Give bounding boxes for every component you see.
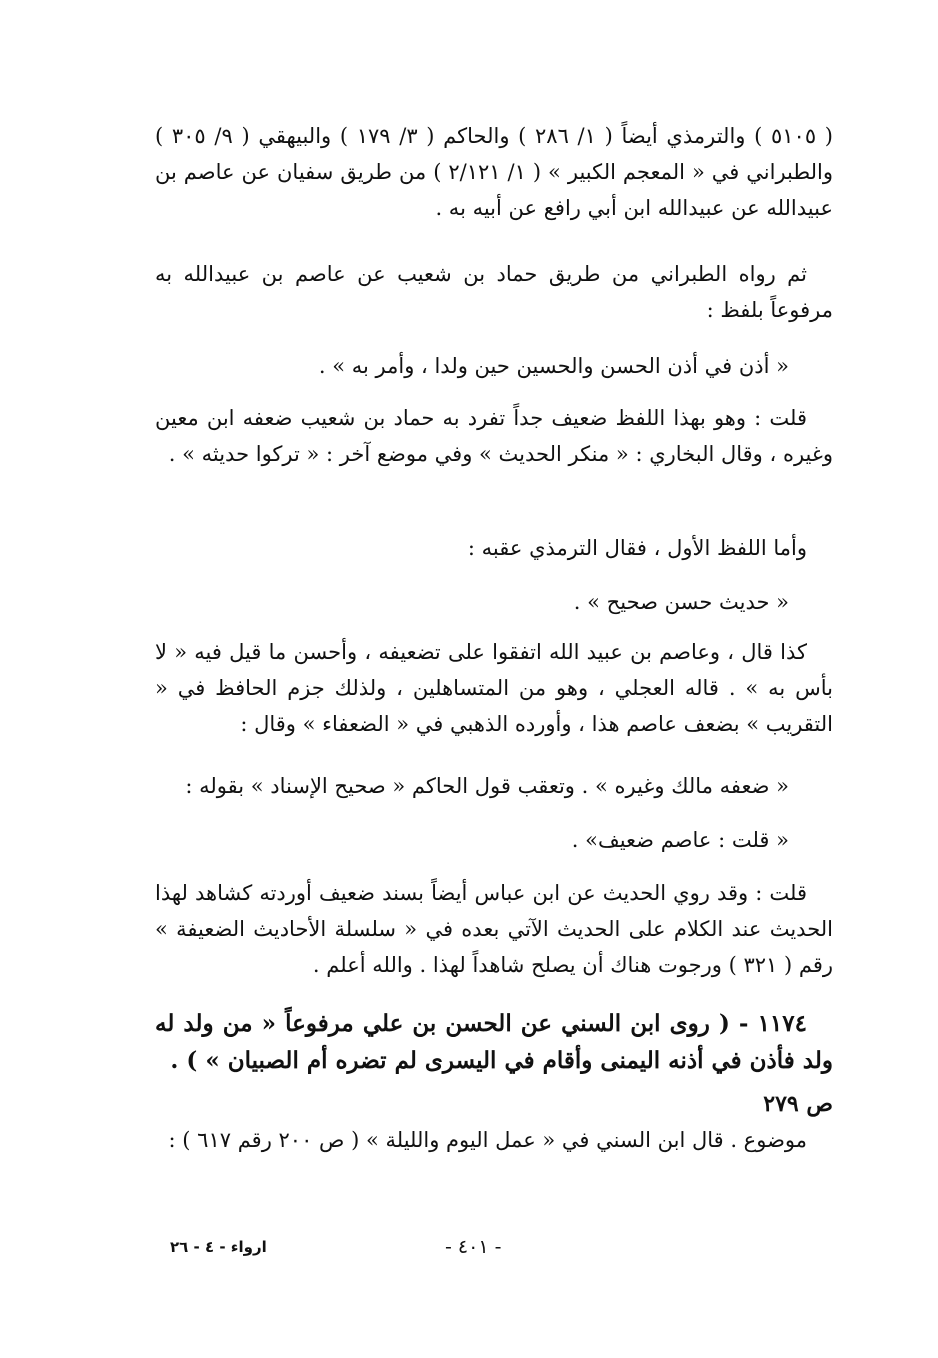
paragraph-text: ثم رواه الطبراني من طريق حماد بن شعيب عن عاصم بن عبيدالله به مرفوعاً بلفظ : (155, 262, 833, 322)
quote-text: « أذن في أذن الحسن والحسين حين ولدا ، وأمر به » . (318, 354, 789, 378)
quote-text: « ضعفه مالك وغيره » . وتعقب قول الحاكم « صحيح الإسناد » بقوله : (185, 774, 789, 798)
paragraph-text: ( ٥١٠٥ ) والترمذي أيضاً ( ١/ ٢٨٦ ) والحاكم ( ٣/ ١٧٩ ) والبيهقي ( ٩/ ٣٠٥ ) والطبراني في « المعجم الكبير » ( ١/ ٢/١٢١ ) من طريق سفيان عن عاصم بن عبيدالله عن عبيدالله ابن أبي رافع عن أبيه به . (155, 124, 833, 220)
footer-volume-label: ارواء - ٤ - ٢٦ (170, 1238, 267, 1256)
paragraph-text: قلت : وقد روي الحديث عن ابن عباس أيضاً بسند ضعيف أوردته كشاهد لهذا الحديث عند الكلام على الحديث الآتي بعده في « سلسلة الأحاديث الضعيفة » رقم ( ٣٢١ ) ورجوت هناك أن يصلح شاهداً لهذا . والله أعلم . (155, 881, 833, 977)
quote-hasan-sahih (155, 584, 833, 620)
paragraph-mawdu (155, 1122, 833, 1158)
paragraph-first-wording (155, 530, 833, 566)
paragraph-asim-discussion (155, 634, 833, 742)
quote-text: « قلت : عاصم ضعيف» . (571, 828, 789, 852)
paragraph-ibn-abbas (155, 875, 833, 983)
paragraph-citations (155, 118, 833, 226)
paragraph-text: قلت : وهو بهذا اللفظ ضعيف جداً تفرد به حماد بن شعيب ضعفه ابن معين وغيره ، وقال البخاري : « منكر الحديث » وفي موضع آخر : « تركوا حديثه » . (155, 406, 833, 466)
paragraph-text: موضوع . قال ابن السني في « عمل اليوم والليلة » ( ص ٢٠٠ رقم ٦١٧ ) : (168, 1128, 807, 1152)
quote-text: « حديث حسن صحيح » . (573, 590, 789, 614)
paragraph-text: كذا قال ، وعاصم بن عبيد الله اتفقوا على تضعيفه ، وأحسن ما قيل فيه « لا بأس به » . قاله العجلي ، وهو من المتساهلين ، ولذلك جزم الحافظ في « التقريب » بضعف عاصم هذا ، وأورده الذهبي في « الضعفاء » وقال : (155, 640, 833, 736)
hadith-1174 (155, 1005, 833, 1079)
page-reference: ص ٢٧٩ (763, 1091, 833, 1117)
quote-asim-daif (155, 822, 833, 858)
quote-adhan (155, 348, 833, 384)
paragraph-weak-grading (155, 400, 833, 472)
footer-page-number: - ٤٠١ - (445, 1236, 502, 1258)
paragraph-text: وأما اللفظ الأول ، فقال الترمذي عقبه : (467, 536, 807, 560)
hadith-text: ١١٧٤ - ( روى ابن السني عن الحسن بن علي مرفوعاً « من ولد له ولد فأذن في أذنه اليمنى وأقام في اليسرى لم تضره أم الصبيان » ) . (155, 1010, 833, 1074)
quote-dhahabi (155, 768, 833, 804)
paragraph-tabarani (155, 256, 833, 328)
